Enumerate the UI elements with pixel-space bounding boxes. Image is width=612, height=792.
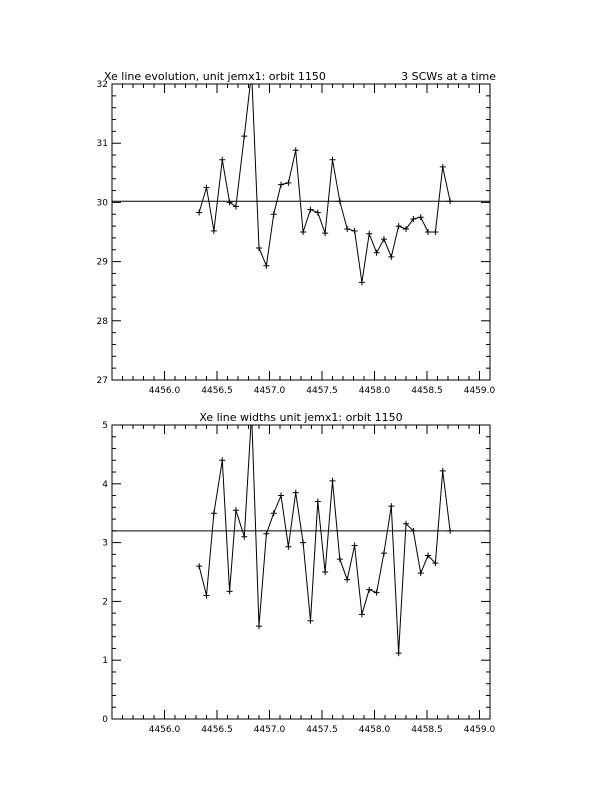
data-point — [219, 457, 225, 463]
data-point — [315, 498, 321, 504]
data-point — [440, 468, 446, 474]
chart-panel-2 — [102, 410, 495, 735]
data-point — [196, 563, 202, 569]
y-tick-label: 30 — [96, 198, 108, 209]
y-tick-label: 27 — [96, 376, 108, 386]
data-point — [271, 510, 277, 516]
chart-subtitle: 3 SCWs at a time — [401, 70, 496, 83]
data-point — [432, 229, 438, 235]
data-point — [256, 245, 262, 251]
y-tick-label: 2 — [102, 597, 108, 608]
data-point — [285, 180, 291, 186]
x-tick-label: 4457.0 — [253, 725, 286, 735]
data-point — [366, 587, 372, 593]
y-tick-label: 0 — [102, 715, 108, 725]
data-point — [330, 478, 336, 484]
data-point — [344, 226, 350, 232]
x-tick-label: 4456.5 — [201, 725, 233, 735]
plot-frame — [112, 425, 490, 719]
data-point — [241, 133, 247, 139]
data-point — [418, 214, 424, 220]
data-point — [418, 570, 424, 576]
data-point — [330, 157, 336, 163]
data-point — [425, 229, 431, 235]
data-point — [233, 507, 239, 513]
y-tick-label: 28 — [96, 316, 108, 327]
data-point — [278, 182, 284, 188]
data-point — [227, 588, 233, 594]
data-point — [307, 618, 313, 624]
data-point — [352, 228, 358, 234]
series-line — [199, 72, 450, 282]
x-tick-label: 4456.5 — [201, 386, 233, 396]
x-tick-label: 4458.5 — [411, 386, 443, 396]
y-tick-label: 32 — [96, 80, 108, 90]
y-tick-label: 29 — [96, 257, 108, 268]
data-point — [219, 157, 225, 163]
data-point — [359, 611, 365, 617]
data-point — [211, 510, 217, 516]
data-point — [440, 164, 446, 170]
x-tick-label: 4456.0 — [148, 386, 181, 396]
x-tick-label: 4459.0 — [463, 386, 496, 396]
data-point — [233, 204, 239, 210]
x-tick-label: 4457.5 — [306, 725, 338, 735]
data-point — [204, 593, 210, 599]
data-point — [447, 528, 453, 534]
series-group — [196, 410, 453, 656]
data-point — [352, 543, 358, 549]
data-point — [388, 503, 394, 509]
data-point — [278, 493, 284, 499]
data-point — [396, 650, 402, 656]
data-point — [211, 228, 217, 234]
data-point — [307, 207, 313, 213]
data-point — [381, 550, 387, 556]
y-tick-label: 1 — [102, 656, 108, 667]
data-point — [396, 223, 402, 229]
x-tick-label: 4458.0 — [358, 386, 391, 396]
y-tick-label: 3 — [102, 538, 108, 549]
data-point — [322, 569, 328, 575]
data-point — [337, 198, 343, 204]
data-point — [300, 229, 306, 235]
data-point — [285, 544, 291, 550]
data-point — [263, 263, 269, 269]
data-point — [271, 211, 277, 217]
data-point — [337, 556, 343, 562]
chart-title: Xe line widths unit jemx1: orbit 1150 — [199, 411, 403, 424]
data-point — [241, 534, 247, 540]
y-tick-label: 5 — [102, 421, 108, 431]
x-tick-label: 4458.0 — [358, 725, 391, 735]
chart-title: Xe line evolution, unit jemx1: orbit 1150 — [104, 70, 326, 83]
data-point — [256, 623, 262, 629]
x-tick-label: 4457.5 — [306, 386, 338, 396]
x-tick-label: 4458.5 — [411, 725, 443, 735]
data-point — [447, 198, 453, 204]
data-point — [381, 236, 387, 242]
data-point — [315, 209, 321, 215]
data-point — [359, 279, 365, 285]
y-tick-label: 31 — [96, 139, 108, 150]
data-point — [344, 577, 350, 583]
data-point — [293, 490, 299, 496]
data-point — [227, 199, 233, 205]
x-tick-label: 4456.0 — [148, 725, 181, 735]
data-point — [263, 531, 269, 537]
data-point — [293, 147, 299, 153]
data-point — [374, 590, 380, 596]
data-point — [300, 540, 306, 546]
data-point — [196, 209, 202, 215]
chart-panel-1 — [97, 69, 497, 396]
y-tick-label: 4 — [102, 479, 108, 490]
data-point — [374, 250, 380, 256]
series-line — [199, 413, 450, 653]
data-point — [204, 185, 210, 191]
series-group — [196, 69, 453, 285]
data-point — [366, 231, 372, 237]
x-tick-label: 4459.0 — [463, 725, 496, 735]
x-tick-label: 4457.0 — [253, 386, 286, 396]
data-point — [322, 230, 328, 236]
data-point — [388, 254, 394, 260]
